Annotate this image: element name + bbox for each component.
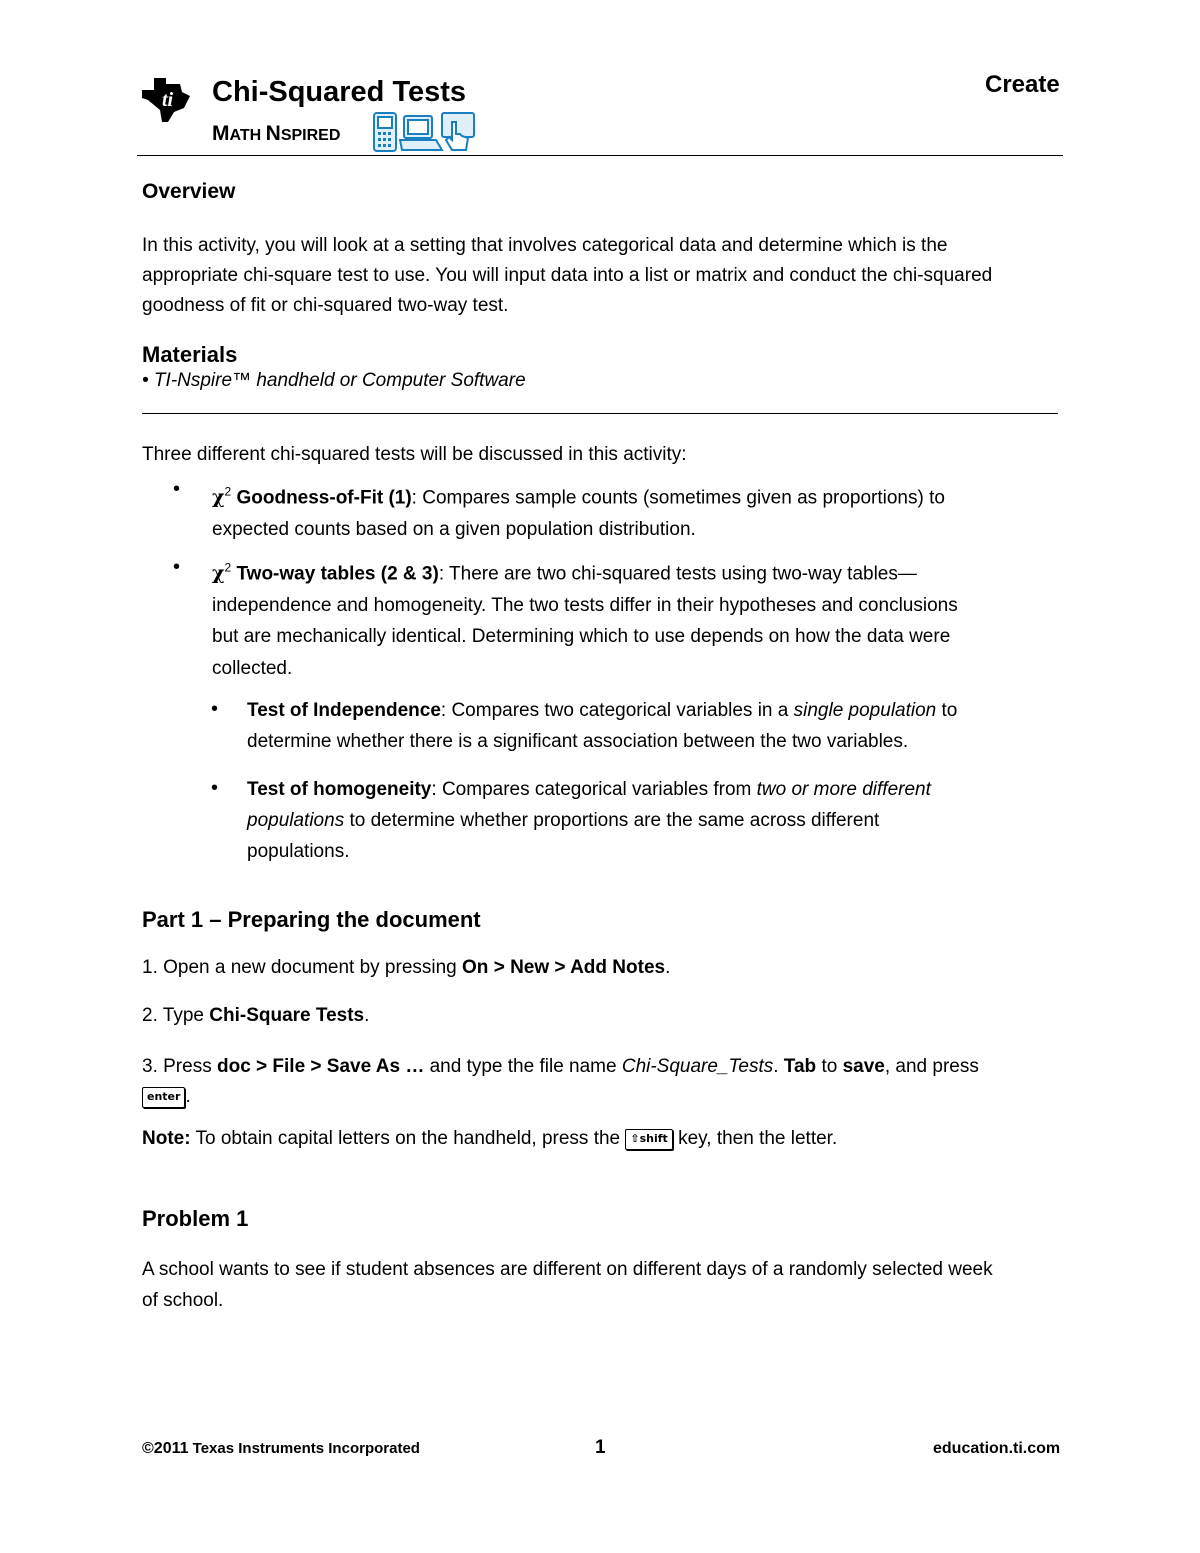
brand-name: MATH NSPIRED xyxy=(212,122,341,145)
step-2: 2. Type Chi-Square Tests. xyxy=(142,1005,370,1026)
overview-heading: Overview xyxy=(142,180,236,203)
section-divider xyxy=(142,413,1058,414)
footer-website: education.ti.com xyxy=(933,1440,1061,1457)
shift-key-icon: ⇧shift xyxy=(625,1129,672,1150)
footer-copyright: ©2011 Texas Instruments Incorporated xyxy=(142,1440,420,1457)
bullet-dot: • xyxy=(173,556,181,578)
texas-instruments-logo xyxy=(140,76,192,124)
laptop-icon xyxy=(400,116,442,150)
step-3: 3. Press doc > File > Save As … and type the file name Chi-Square_Tests. Tab to save, and press enter . xyxy=(142,1056,979,1107)
list-item-two-way-tables: $\chi^2$ Two-way tables (2 & 3): There are two chi-squared tests using two-way tables—independence and homogeneity. The two tests differ in their hypotheses and conclusions but are mechanically identical. Determining which to use depends on how the data were collected. xyxy=(212,561,958,679)
chi-symbol: $\chi^2$ xyxy=(212,561,232,585)
overview-text: In this activity, you will look at a setting that involves categorical data and determine which is the appropriate chi-square test to use. You will input data into a list or matrix and conduct the chi-squared goodness of fit or chi-squared two-way test. xyxy=(142,235,993,316)
sub-bullet-dot: • xyxy=(211,698,219,720)
problem1-heading: Problem 1 xyxy=(142,1206,249,1231)
enter-key-icon: enter xyxy=(142,1087,185,1108)
page-number: 1 xyxy=(595,1437,606,1458)
step-1: 1. Open a new document by pressing On > New > Add Notes. xyxy=(142,957,671,978)
activity-type-label: Create xyxy=(985,71,1060,98)
part1-heading: Part 1 – Preparing the document xyxy=(142,907,481,932)
list-item-goodness-of-fit: $\chi^2$ Goodness-of-Fit (1): Compares sample counts (sometimes given as proportions) to expected counts based on a given population distribution. xyxy=(212,485,945,541)
device-icons xyxy=(372,110,478,154)
document-title: Chi-Squared Tests xyxy=(212,76,467,108)
intro-text: Three different chi-squared tests will be discussed in this activity: xyxy=(142,444,687,465)
header-divider xyxy=(137,155,1063,156)
materials-item: • TI-Nspire™ handheld or Computer Software xyxy=(142,370,526,391)
materials-heading: Materials xyxy=(142,342,238,367)
list-item-homogeneity: Test of homogeneity: Compares categorical variables from two or more different populations to determine whether proportions are the same across different populations. xyxy=(247,779,931,862)
list-item-independence: Test of Independence: Compares two categorical variables in a single population to determine whether there is a significant association between the two variables. xyxy=(247,700,958,752)
bullet-dot: • xyxy=(173,478,181,500)
chi-symbol: $\chi^2$ xyxy=(212,485,232,509)
note-text: Note: To obtain capital letters on the handheld, press the ⇧shift key, then the letter. xyxy=(142,1128,838,1149)
problem1-text: A school wants to see if student absences are different on different days of a randomly selected week of school. xyxy=(142,1259,993,1311)
sub-bullet-dot: • xyxy=(211,777,219,799)
svg-text:ti: ti xyxy=(162,89,174,111)
touch-icon xyxy=(442,113,474,150)
handheld-icon xyxy=(374,113,396,151)
